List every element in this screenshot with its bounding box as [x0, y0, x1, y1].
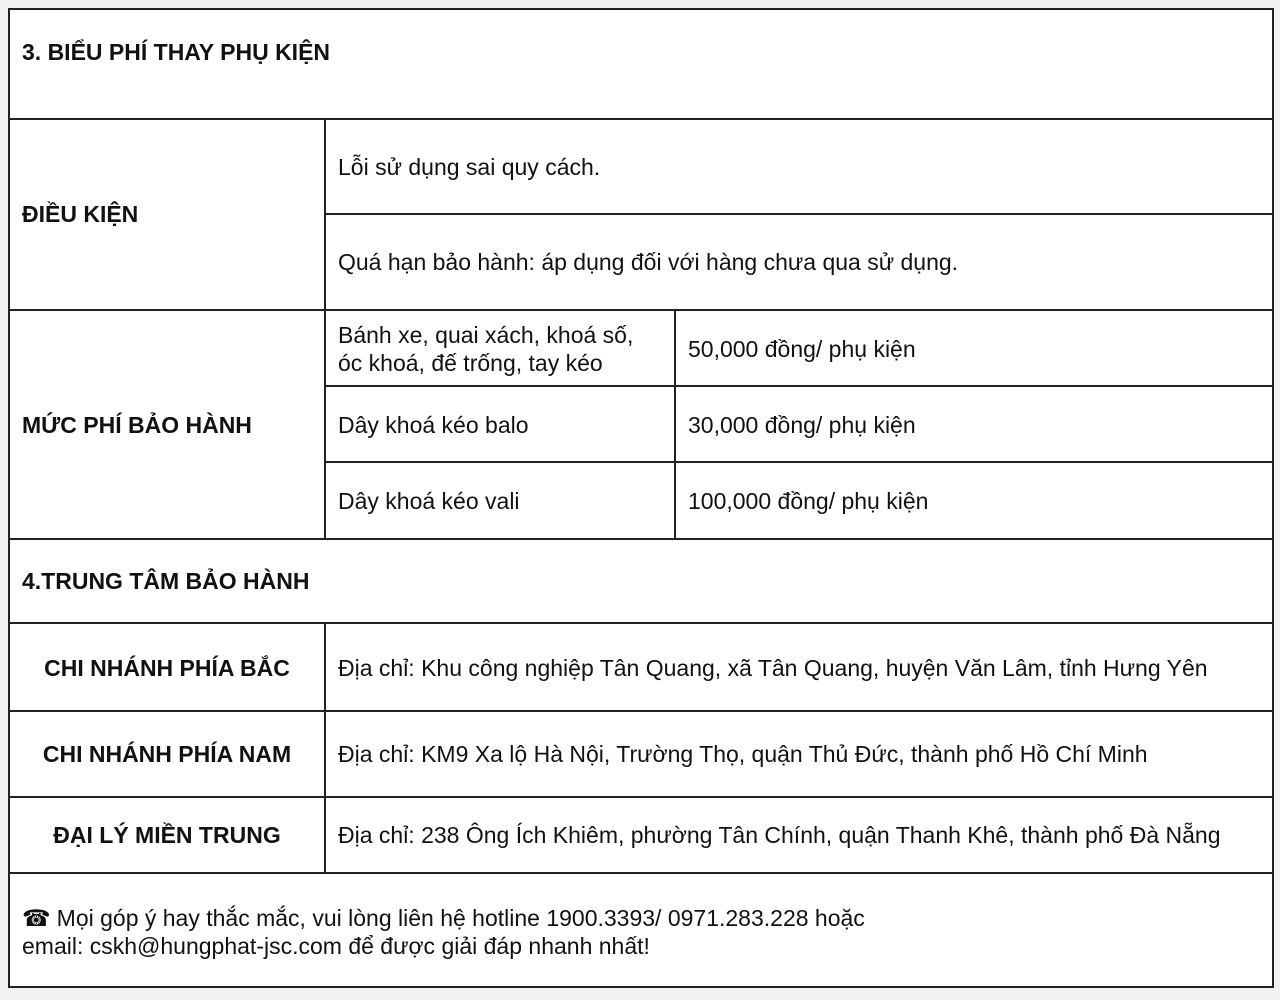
phone-icon: ☎ — [22, 905, 51, 931]
fee-price: 30,000 đồng/ phụ kiện — [688, 411, 916, 438]
section3-title: 3. BIỂU PHÍ THAY PHỤ KIỆN — [22, 39, 331, 65]
fee-item: Dây khoá kéo vali — [338, 488, 520, 514]
condition-item: Quá hạn bảo hành: áp dụng đối với hàng chưa qua sử dụng. — [338, 249, 959, 275]
branch-address: Địa chỉ: KM9 Xa lộ Hà Nội, Trường Thọ, quận Thủ Đức, thành phố Hồ Chí Minh — [338, 741, 1148, 767]
contact-line-1 — [22, 904, 1260, 932]
branch-name: CHI NHÁNH PHÍA NAM — [42, 741, 292, 767]
branch-address: Địa chỉ: Khu công nghiệp Tân Quang, xã Tân Quang, huyện Văn Lâm, tỉnh Hưng Yên — [338, 654, 1208, 681]
branch-address: Địa chỉ: 238 Ông Ích Khiêm, phường Tân Chính, quận Thanh Khê, thành phố Đà Nẵng — [338, 822, 1221, 848]
contact-line-2: email: cskh@hungphat-jsc.com để được giải đáp nhanh nhất! — [22, 933, 650, 959]
fee-item: Dây khoá kéo balo — [338, 411, 529, 438]
branch-name: CHI NHÁNH PHÍA BẮC — [44, 654, 290, 681]
section4-title: 4.TRUNG TÂM BẢO HÀNH — [22, 568, 310, 594]
condition-label: ĐIỀU KIỆN — [22, 201, 139, 227]
fee-price: 50,000 đồng/ phụ kiện — [688, 335, 916, 362]
fee-label: MỨC PHÍ BẢO HÀNH — [22, 412, 252, 438]
fee-price: 100,000 đồng/ phụ kiện — [688, 488, 929, 514]
warranty-sheet — [8, 8, 1274, 988]
fee-item: Bánh xe, quai xách, khoá số, óc khoá, đế trống, tay kéo — [338, 321, 634, 376]
contact-note — [10, 874, 1272, 986]
contact-text-1: Mọi góp ý hay thắc mắc, vui lòng liên hệ hotline 1900.3393/ 0971.283.228 hoặc — [56, 905, 865, 931]
branch-name: ĐẠI LÝ MIỀN TRUNG — [53, 822, 281, 848]
condition-item: Lỗi sử dụng sai quy cách. — [338, 154, 601, 180]
